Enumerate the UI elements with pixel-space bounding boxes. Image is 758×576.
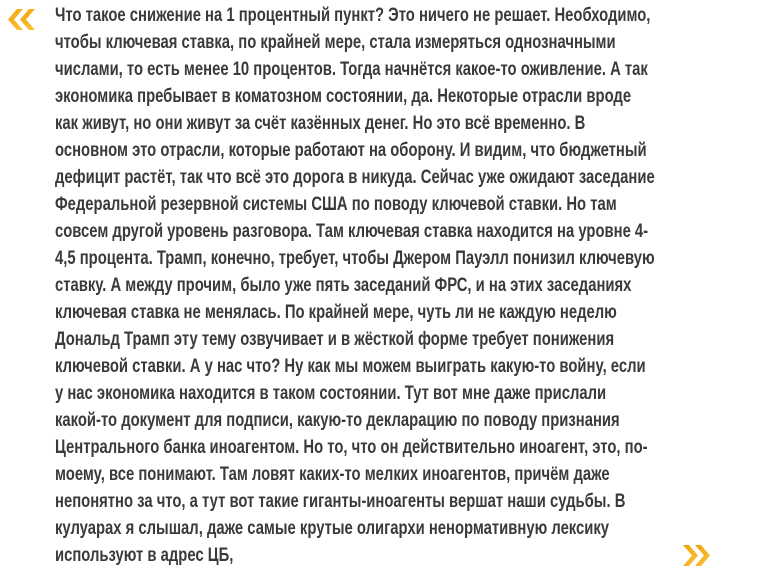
quote-line: непонятно за что, а тут вот такие гиганты-иноагенты вершат наши судьбы. В bbox=[55, 491, 626, 512]
quote-line: Федеральной резервной системы США по поводу ключевой ставки. Но там bbox=[55, 194, 617, 215]
quote-line: у нас экономика находится в таком состоянии. Тут вот мне даже прислали bbox=[55, 383, 607, 404]
quote-line: ключевая ставка не менялась. По крайней мере, чуть ли не каждую неделю bbox=[55, 302, 617, 323]
quote-line: основном это отрасли, которые работают на оборону. И видим, что бюджетный bbox=[55, 140, 647, 161]
quote-line: кулуарах я слышал, даже самые крутые олигархи ненормативную лексику bbox=[55, 518, 610, 539]
close-quote-icon bbox=[683, 545, 710, 566]
quote-line: Дональд Трамп эту тему озвучивает и в жёсткой форме требует понижения bbox=[55, 329, 615, 350]
quote-line: Центрального банка иноагентом. Но то, что он действительно иноагент, это, по- bbox=[55, 437, 648, 458]
quote-line: ставку. А между прочим, было уже пять заседаний ФРС, и на этих заседаниях bbox=[55, 275, 632, 296]
open-quote-icon bbox=[8, 9, 35, 30]
quote-line: используют в адрес ЦБ, bbox=[55, 545, 234, 566]
quote-line: Что такое снижение на 1 процентный пункт? Это ничего не решает. Необходимо, bbox=[55, 5, 651, 26]
quote-line: 4,5 процента. Трамп, конечно, требует, чтобы Джером Пауэлл понизил ключевую bbox=[55, 248, 655, 269]
quote-line: чтобы ключевая ставка, по крайней мере, стала измеряться однозначными bbox=[55, 32, 616, 53]
quote-line: какой-то документ для подписи, какую-то декларацию по поводу признания bbox=[55, 410, 620, 431]
quote-line: ключевой ставки. А у нас что? Ну как мы можем выиграть какую-то войну, если bbox=[55, 356, 646, 377]
quote-line: числами, то есть менее 10 процентов. Тогда начнётся какое-то оживление. А так bbox=[55, 59, 648, 80]
quote-line: экономика пребывает в коматозном состоянии, да. Некоторые отрасли вроде bbox=[55, 86, 632, 107]
quote-line: как живут, но они живут за счёт казённых денег. Но это всё временно. В bbox=[55, 113, 586, 134]
quote-text bbox=[55, 2, 714, 569]
quote-line: дефицит растёт, так что всё это дорога в никуда. Сейчас уже ожидают заседание bbox=[55, 167, 655, 188]
quote-line: моему, все понимают. Там ловят каких-то мелких иноагентов, причём даже bbox=[55, 464, 610, 485]
quote-line: совсем другой уровень разговора. Там ключевая ставка находится на уровне 4- bbox=[55, 221, 649, 242]
